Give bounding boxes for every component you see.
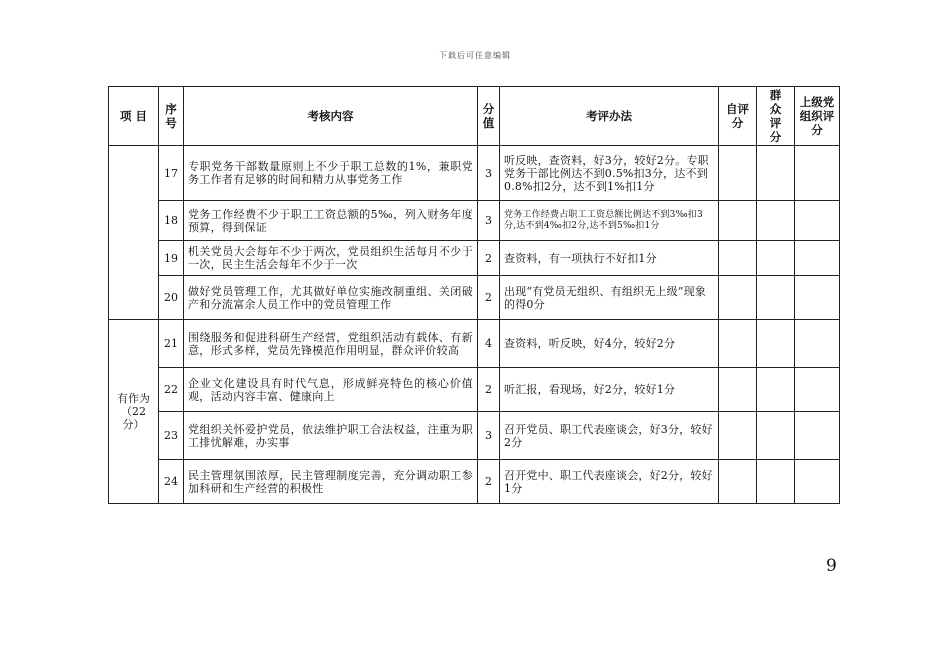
mass-score-cell [757,241,795,276]
page-number: 9 [826,556,837,576]
seq-cell: 24 [159,460,184,504]
seq-cell: 23 [159,412,184,460]
superior-score-cell [795,368,840,412]
self-score-cell [719,146,757,201]
header-method: 考评办法 [500,87,719,146]
score-cell: 3 [478,201,500,241]
content-cell: 机关党员大会每年不少于两次，党员组织生活每月不少于一次，民主生活会每年不少于一次 [184,241,478,276]
table-row [109,276,840,320]
method-cell: 查资料，听反映，好4分，较好2分 [500,320,719,368]
score-cell: 2 [478,276,500,320]
superior-score-cell [795,460,840,504]
self-score-cell [719,241,757,276]
seq-cell: 20 [159,276,184,320]
table-row [109,368,840,412]
category-points-unit: 分） [122,418,145,431]
method-cell: 召开党员、职工代表座谈会，好3分，较好2分 [500,412,719,460]
header-project: 项 目 [109,87,159,146]
score-cell: 4 [478,320,500,368]
method-cell: 听反映，查资料，好3分，较好2分。专职党务干部比例达不到0.5%扣3分，达不到0.8%扣2分，达不到1%扣1分 [500,146,719,201]
mass-score-cell [757,320,795,368]
seq-cell: 18 [159,201,184,241]
mass-score-cell [757,276,795,320]
seq-cell: 22 [159,368,184,412]
mass-score-cell [757,146,795,201]
seq-cell: 21 [159,320,184,368]
self-score-cell [719,320,757,368]
table-row [109,320,840,368]
superior-score-cell [795,241,840,276]
table-row [109,460,840,504]
content-cell: 专职党务干部数量原则上不少于职工总数的1%，兼职党务工作者有足够的时间和精力从事党务工作 [184,146,478,201]
superior-score-cell [795,412,840,460]
superior-score-cell [795,146,840,201]
category-points: （22 [121,405,146,418]
score-cell: 2 [478,241,500,276]
table-row [109,241,840,276]
content-cell: 党务工作经费不少于职工工资总额的5‰，列入财务年度预算，得到保证 [184,201,478,241]
seq-cell: 19 [159,241,184,276]
content-cell: 围绕服务和促进科研生产经营，党组织活动有载体、有新意，形式多样，党员先锋模范作用明显，群众评价较高 [184,320,478,368]
header-superior-score: 上级党 组织评 分 [795,87,840,146]
mass-score-cell [757,460,795,504]
self-score-cell [719,276,757,320]
score-cell: 3 [478,146,500,201]
mass-score-cell [757,412,795,460]
category-name: 有作为 [117,392,150,405]
self-score-cell [719,412,757,460]
self-score-cell [719,368,757,412]
method-cell: 查资料，有一项执行不好扣1分 [500,241,719,276]
content-cell: 企业文化建设具有时代气息，形成鲜亮特色的核心价值观，活动内容丰富、健康向上 [184,368,478,412]
self-score-cell [719,201,757,241]
content-cell: 党组织关怀爱护党员，依法维护职工合法权益，注重为职工排忧解难，办实事 [184,412,478,460]
category-cell-blank [109,146,159,320]
table-row [109,201,840,241]
content-cell: 做好党员管理工作，尤其做好单位实施改制重组、关闭破产和分流富余人员工作中的党员管理工作 [184,276,478,320]
score-cell: 3 [478,412,500,460]
mass-score-cell [757,201,795,241]
method-cell: 召开党中、职工代表座谈会，好2分，较好1分 [500,460,719,504]
table-row [109,412,840,460]
superior-score-cell [795,276,840,320]
header-content: 考核内容 [184,87,478,146]
header-row [109,87,840,146]
seq-cell: 17 [159,146,184,201]
header-seq: 序 号 [159,87,184,146]
superior-score-cell [795,320,840,368]
score-cell: 2 [478,460,500,504]
table-row [109,146,840,201]
method-cell: 党务工作经费占职工工资总额比例达不到3‰扣3分,达不到4‰扣2分,达不到5‰扣1分 [500,201,719,241]
header-mass-score: 群 众 评 分 [757,87,795,146]
method-cell: 听汇报，看现场，好2分，较好1分 [500,368,719,412]
assessment-table [108,86,840,504]
watermark-text: 下载后可任意编辑 [439,51,511,60]
score-cell: 2 [478,368,500,412]
self-score-cell [719,460,757,504]
superior-score-cell [795,201,840,241]
content-cell: 民主管理氛围浓厚，民主管理制度完善，充分调动职工参加科研和生产经营的积极性 [184,460,478,504]
header-self-score: 自评 分 [719,87,757,146]
header-score: 分 值 [478,87,500,146]
method-cell: 出现“有党员无组织、有组织无上级”现象的得0分 [500,276,719,320]
mass-score-cell [757,368,795,412]
category-cell [109,320,159,504]
